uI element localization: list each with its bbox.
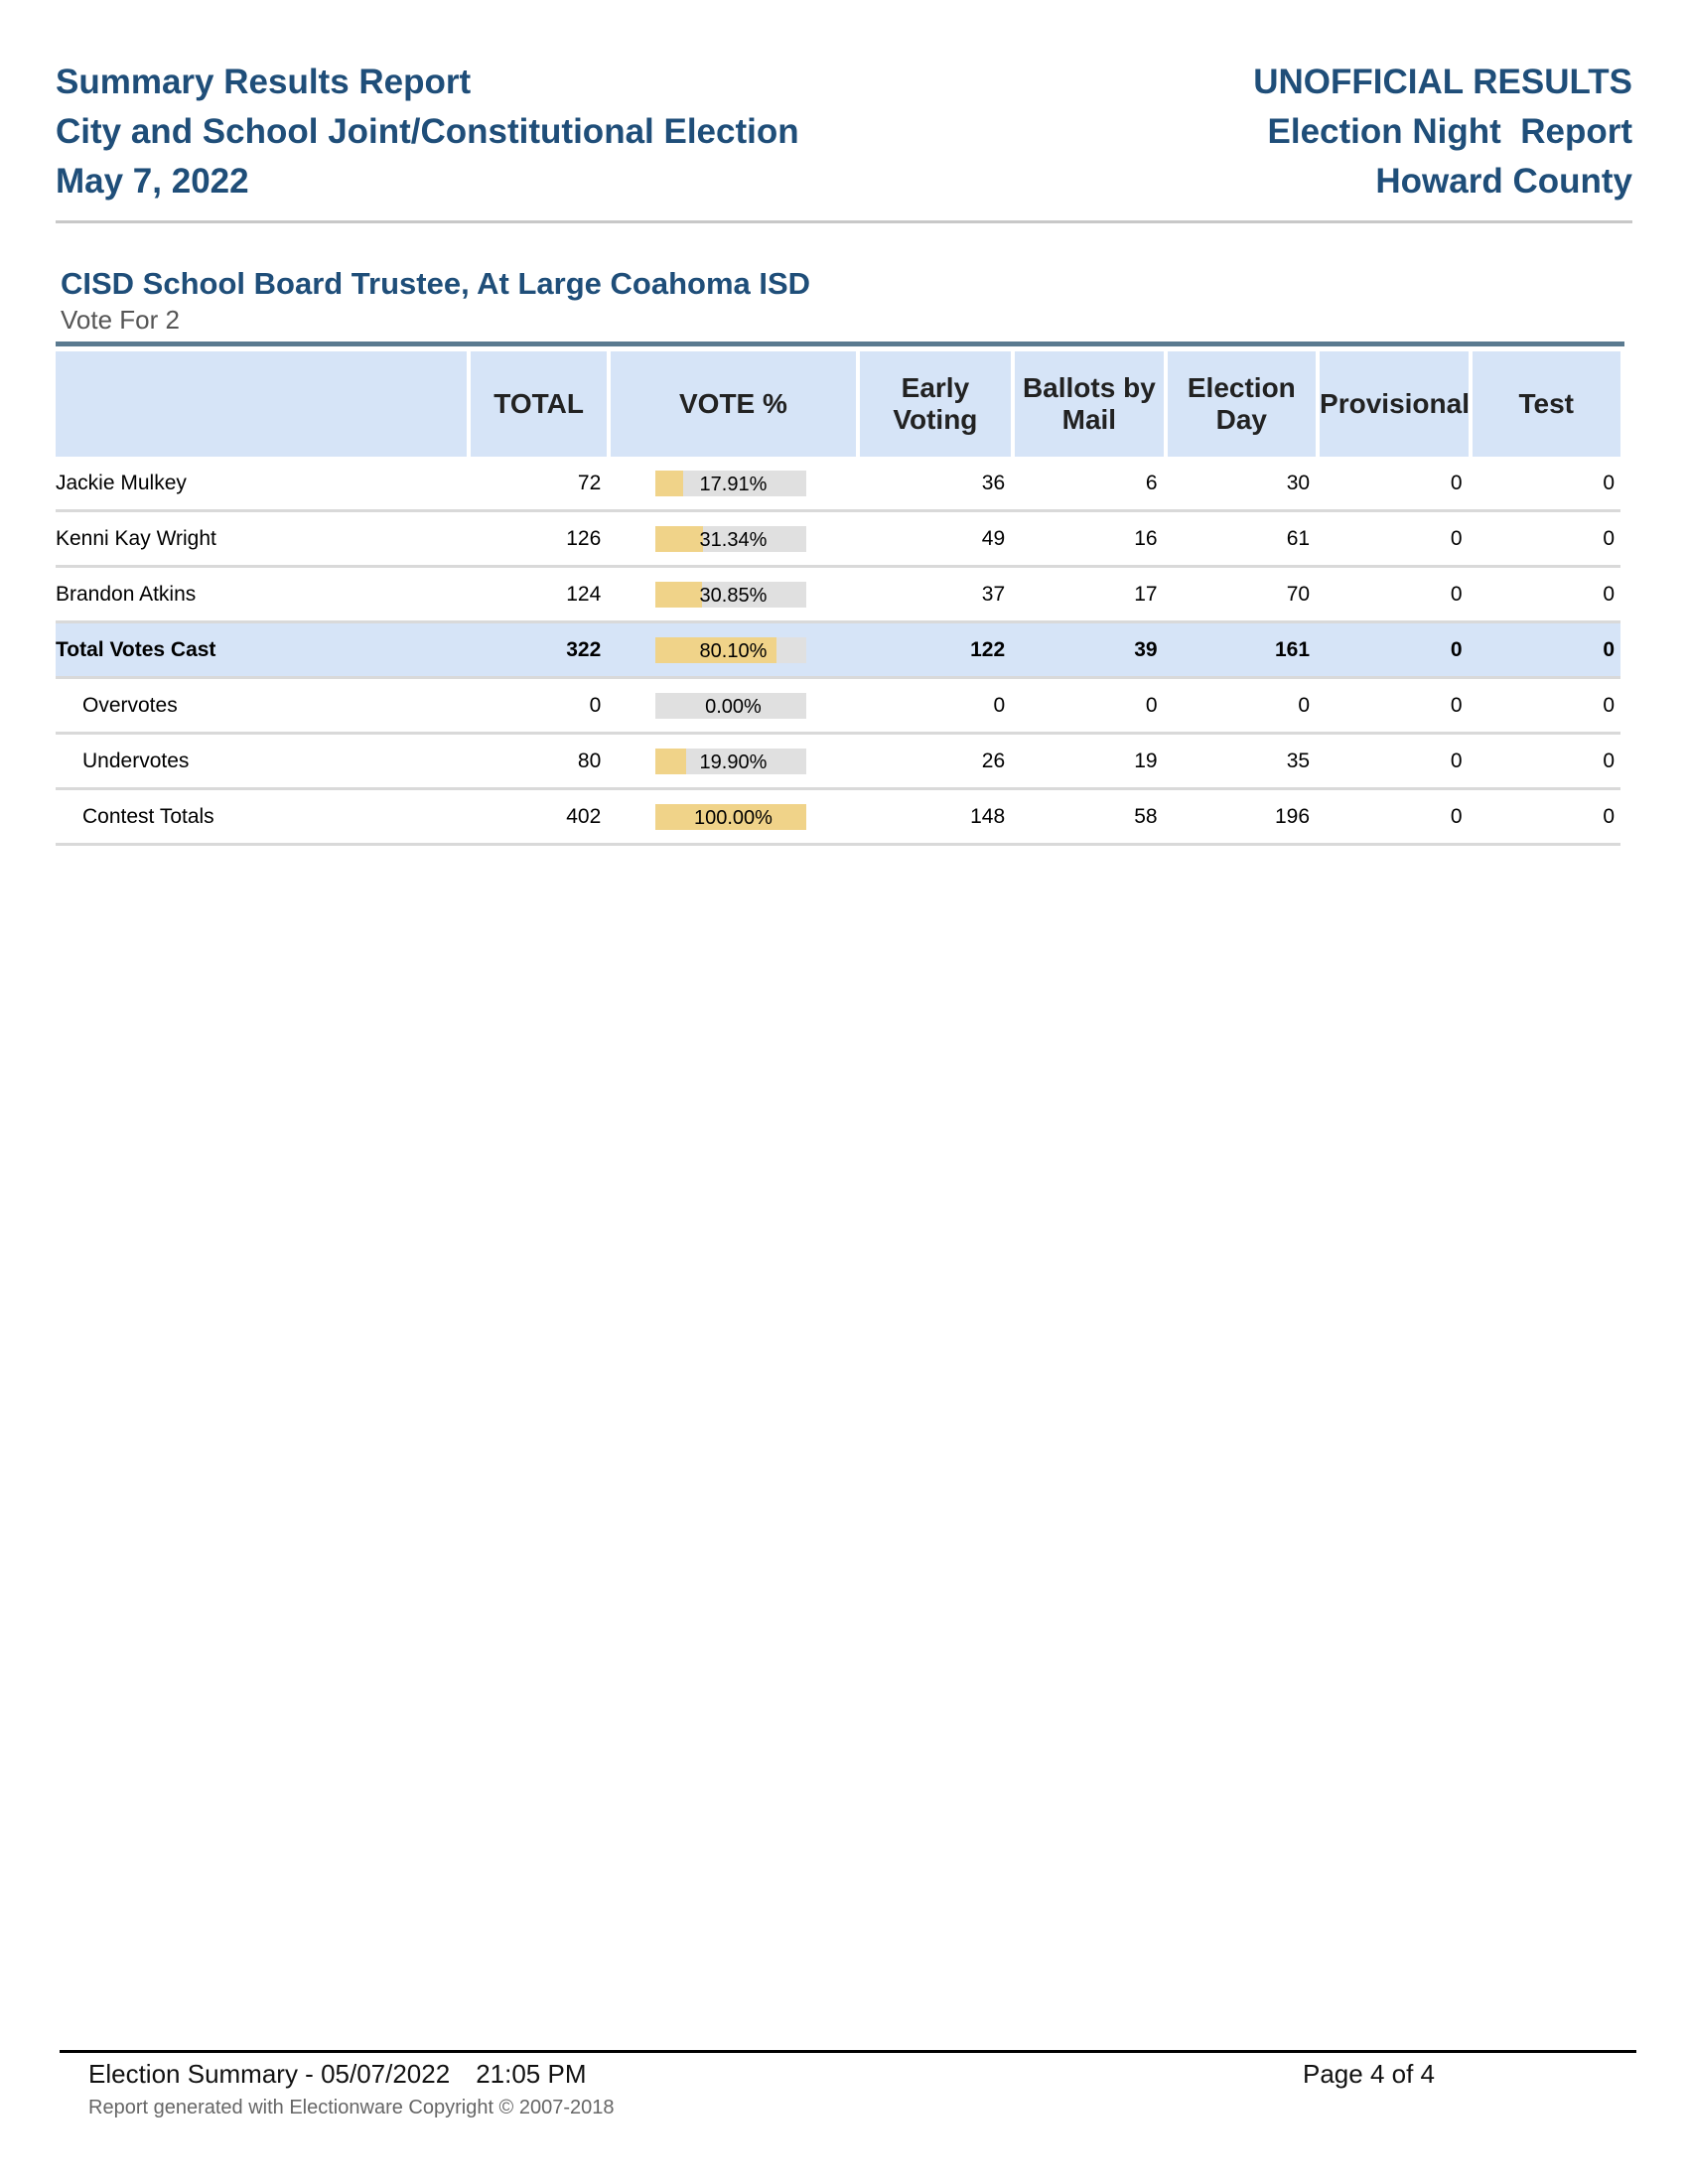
report-header-left: [56, 58, 799, 206]
vote-pct-bar: 100.00%: [655, 804, 806, 830]
vote-pct-cell: [607, 679, 855, 735]
vote-for-label: Vote For 2: [61, 305, 180, 335]
vote-pct-bar: 80.10%: [655, 637, 806, 663]
ballots-by-mail-cell: 16: [1011, 512, 1163, 568]
vote-pct-cell: [607, 512, 855, 568]
election-day-cell: 196: [1164, 790, 1316, 846]
choice-name: Jackie Mulkey: [56, 457, 467, 512]
election-name: City and School Joint/Constitutional Election: [56, 112, 799, 151]
results-table: [56, 351, 1620, 846]
provisional-cell: 0: [1316, 623, 1468, 679]
vote-pct-cell: [607, 790, 855, 846]
footer-time: 21:05 PM: [476, 2059, 587, 2089]
early-voting-cell: 122: [856, 623, 1011, 679]
ballots-by-mail-cell: 17: [1011, 568, 1163, 623]
total-cell: 124: [467, 568, 607, 623]
test-cell: 0: [1469, 457, 1621, 512]
table-row: [56, 735, 1620, 790]
early-voting-cell: 148: [856, 790, 1011, 846]
provisional-cell: 0: [1316, 735, 1468, 790]
total-cell: 80: [467, 735, 607, 790]
provisional-cell: 0: [1316, 568, 1468, 623]
test-cell: 0: [1469, 512, 1621, 568]
provisional-cell: 0: [1316, 790, 1468, 846]
provisional-cell: 0: [1316, 512, 1468, 568]
vote-pct-cell: [607, 457, 855, 512]
election-day-cell: 161: [1164, 623, 1316, 679]
choice-name: Kenni Kay Wright: [56, 512, 467, 568]
contest-divider: [56, 341, 1624, 346]
col-header-total: TOTAL: [467, 351, 607, 457]
table-row: [56, 512, 1620, 568]
col-header-vote-pct: VOTE %: [607, 351, 855, 457]
col-header-test: Test: [1469, 351, 1621, 457]
election-day-cell: 0: [1164, 679, 1316, 735]
col-header-ballots-by-mail: Ballots by Mail: [1011, 351, 1163, 457]
early-voting-cell: 0: [856, 679, 1011, 735]
page-number: Page 4 of 4: [1303, 2059, 1435, 2089]
table-row: [56, 679, 1620, 735]
table-row: [56, 457, 1620, 512]
total-votes-row: [56, 623, 1620, 679]
test-cell: 0: [1469, 679, 1621, 735]
vote-pct-bar: 0.00%: [655, 693, 806, 719]
election-day-cell: 35: [1164, 735, 1316, 790]
report-header-right: [1253, 58, 1632, 206]
choice-name: Brandon Atkins: [56, 568, 467, 623]
footer-copyright: Report generated with Electionware Copyright © 2007-2018: [88, 2097, 615, 2118]
vote-pct-bar: 31.34%: [655, 526, 806, 552]
county-name: Howard County: [1375, 162, 1632, 201]
col-header-election-day: Election Day: [1164, 351, 1316, 457]
vote-pct-bar: 19.90%: [655, 749, 806, 774]
choice-name: Total Votes Cast: [56, 623, 467, 679]
table-header-row: [56, 351, 1620, 457]
header-divider: [56, 220, 1632, 223]
choice-name: Overvotes: [56, 679, 467, 735]
col-header-choice: [56, 351, 467, 457]
total-cell: 126: [467, 512, 607, 568]
vote-pct-cell: [607, 623, 855, 679]
provisional-cell: 0: [1316, 679, 1468, 735]
footer-summary-text: Election Summary - 05/07/2022: [88, 2059, 451, 2089]
report-title: Summary Results Report: [56, 63, 472, 101]
col-header-provisional: Provisional: [1316, 351, 1468, 457]
total-cell: 322: [467, 623, 607, 679]
total-cell: 72: [467, 457, 607, 512]
footer-summary: [88, 2057, 587, 2091]
choice-name: Contest Totals: [56, 790, 467, 846]
early-voting-cell: 49: [856, 512, 1011, 568]
ballots-by-mail-cell: 6: [1011, 457, 1163, 512]
vote-pct-cell: [607, 735, 855, 790]
election-day-cell: 61: [1164, 512, 1316, 568]
election-day-cell: 30: [1164, 457, 1316, 512]
results-status: UNOFFICIAL RESULTS: [1253, 63, 1632, 101]
total-cell: 402: [467, 790, 607, 846]
ballots-by-mail-cell: 58: [1011, 790, 1163, 846]
ballots-by-mail-cell: 0: [1011, 679, 1163, 735]
ballots-by-mail-cell: 39: [1011, 623, 1163, 679]
provisional-cell: 0: [1316, 457, 1468, 512]
test-cell: 0: [1469, 735, 1621, 790]
table-row: [56, 568, 1620, 623]
early-voting-cell: 36: [856, 457, 1011, 512]
choice-name: Undervotes: [56, 735, 467, 790]
contest-totals-row: [56, 790, 1620, 846]
election-date: May 7, 2022: [56, 162, 249, 201]
election-day-cell: 70: [1164, 568, 1316, 623]
vote-pct-cell: [607, 568, 855, 623]
report-type: Election Night Report: [1267, 112, 1632, 151]
footer-divider: [60, 2050, 1636, 2053]
test-cell: 0: [1469, 623, 1621, 679]
early-voting-cell: 26: [856, 735, 1011, 790]
test-cell: 0: [1469, 568, 1621, 623]
col-header-early-voting: Early Voting: [856, 351, 1011, 457]
ballots-by-mail-cell: 19: [1011, 735, 1163, 790]
vote-pct-bar: 30.85%: [655, 582, 806, 608]
contest-title: CISD School Board Trustee, At Large Coahoma ISD: [61, 266, 811, 301]
early-voting-cell: 37: [856, 568, 1011, 623]
total-cell: 0: [467, 679, 607, 735]
test-cell: 0: [1469, 790, 1621, 846]
vote-pct-bar: 17.91%: [655, 471, 806, 496]
